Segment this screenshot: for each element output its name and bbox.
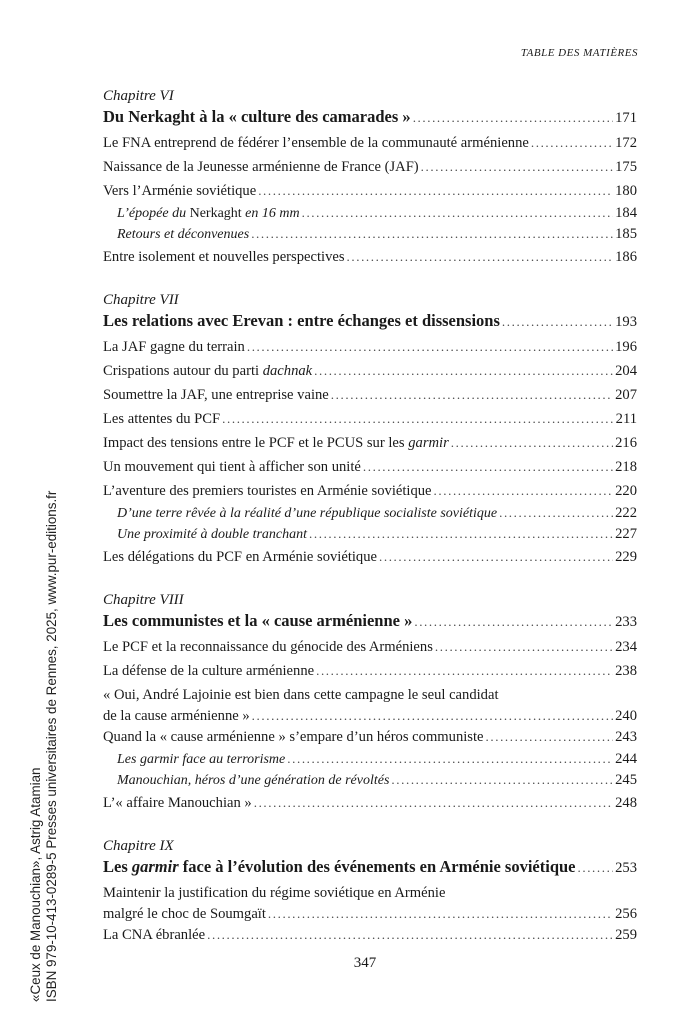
side-note-line-1: «Ceux de Manouchian», Astrig Atamian xyxy=(28,767,43,1002)
entry-text xyxy=(103,179,256,203)
entry-page-number: 216 xyxy=(615,435,637,451)
entry-text xyxy=(103,245,345,269)
toc-entry xyxy=(103,905,637,923)
toc-subentry xyxy=(103,503,637,524)
entry-text-part: Nerkaght xyxy=(189,206,242,221)
dot-leader xyxy=(434,479,614,503)
toc-subentry xyxy=(103,203,637,224)
entry-page-number: 259 xyxy=(615,927,637,943)
dot-leader xyxy=(531,131,613,155)
dot-leader xyxy=(222,407,613,431)
entry-text xyxy=(103,383,329,407)
entry-text-part: malgré le choc de Soumgaït xyxy=(103,906,266,922)
entry-text-part: Soumettre la JAF, une entreprise vaine xyxy=(103,387,329,403)
entry-page-number: 256 xyxy=(615,906,637,922)
entry-text xyxy=(103,905,266,923)
dot-leader xyxy=(258,179,613,203)
dot-leader xyxy=(379,545,613,569)
dot-leader xyxy=(314,359,613,383)
dot-leader xyxy=(363,455,613,479)
entry-page-number: 233 xyxy=(615,614,637,630)
entry-text xyxy=(103,479,432,503)
entry-text xyxy=(103,335,245,359)
dot-leader xyxy=(247,335,613,359)
dot-leader xyxy=(252,707,613,725)
dot-leader xyxy=(499,503,613,523)
dot-leader xyxy=(391,770,613,790)
running-head: TABLE DES MATIÈRES xyxy=(520,47,638,59)
entry-text-part: Maintenir la justification du régime soviétique en Arménie xyxy=(103,885,446,901)
entry-page-number: 240 xyxy=(615,708,637,724)
entry-text xyxy=(103,431,449,455)
entry-page-number: 175 xyxy=(615,159,637,175)
entry-page-number: 229 xyxy=(615,549,637,565)
entry-text xyxy=(103,407,220,431)
entry-page-number: 185 xyxy=(615,226,637,242)
dot-leader xyxy=(578,857,614,879)
toc-entry xyxy=(103,455,637,479)
toc-entry xyxy=(103,245,637,269)
entry-text-part: Les garmir face au terrorisme xyxy=(117,752,286,767)
entry-text xyxy=(117,771,389,791)
dot-leader xyxy=(413,107,613,129)
toc-entry xyxy=(103,923,637,947)
entry-page-number: 184 xyxy=(615,205,637,221)
toc-subentry xyxy=(103,770,637,791)
entry-text xyxy=(103,106,411,128)
entry-text xyxy=(103,923,205,947)
entry-text-part: Entre isolement et nouvelles perspectives xyxy=(103,249,345,265)
toc-entry xyxy=(103,479,637,503)
entry-text xyxy=(103,610,412,632)
entry-text xyxy=(117,204,300,224)
entry-text-part: Les xyxy=(103,857,132,876)
entry-text-part: L’épopée du xyxy=(117,206,190,221)
entry-page-number: 245 xyxy=(615,772,637,788)
entry-page-number: 180 xyxy=(615,183,637,199)
page-number: 347 xyxy=(353,955,377,971)
entry-page-number: 234 xyxy=(615,639,637,655)
entry-text xyxy=(103,683,499,707)
entry-page-number: 238 xyxy=(615,663,637,679)
entry-text xyxy=(103,545,377,569)
toc-entry xyxy=(103,155,637,179)
entry-page-number: 207 xyxy=(615,387,637,403)
entry-page-number: 227 xyxy=(615,526,637,542)
chapter-title-entry xyxy=(103,610,637,633)
dot-leader xyxy=(287,749,613,769)
entry-page-number: 248 xyxy=(615,795,637,811)
entry-text-part: Les attentes du PCF xyxy=(103,411,221,427)
entry-text xyxy=(103,131,529,155)
entry-text-part: La CNA ébranlée xyxy=(103,927,206,943)
chapter-label: Chapitre VIII xyxy=(103,592,184,608)
entry-text-part: Crispations autour du parti xyxy=(103,363,263,379)
dot-leader xyxy=(435,635,613,659)
entry-text-part: La JAF gagne du terrain xyxy=(103,339,245,355)
entry-text-part: Les relations avec Erevan : entre échanges et dissensions xyxy=(103,311,500,330)
dot-leader xyxy=(207,923,613,947)
dot-leader xyxy=(302,203,614,223)
entry-page-number: 220 xyxy=(615,483,637,499)
entry-text-part: Le PCF et la reconnaissance du génocide des Arméniens xyxy=(103,639,433,655)
entry-page-number: 196 xyxy=(615,339,637,355)
entry-text-part: Quand la « cause arménienne » s’empare d’un héros communiste xyxy=(103,729,484,745)
toc-entry xyxy=(103,131,637,155)
toc-entry xyxy=(103,659,637,683)
entry-text xyxy=(117,504,497,524)
toc-entry xyxy=(103,383,637,407)
entry-page-number: 172 xyxy=(615,135,637,151)
dot-leader xyxy=(414,611,613,633)
entry-text xyxy=(103,659,314,683)
entry-text xyxy=(103,725,484,749)
toc-subentry xyxy=(103,524,637,545)
toc-entry xyxy=(103,881,637,905)
chapter-section xyxy=(103,290,637,569)
toc-entry xyxy=(103,431,637,455)
entry-page-number: 211 xyxy=(615,411,637,427)
dot-leader xyxy=(309,524,613,544)
entry-page-number: 193 xyxy=(615,314,637,330)
entry-text-part: garmir xyxy=(408,435,449,451)
entry-text-part: en 16 mm xyxy=(241,206,300,221)
entry-text-part: « Oui, André Lajoinie est bien dans cette campagne le seul candidat xyxy=(103,687,499,703)
entry-text-part: Impact des tensions entre le PCF et le PCUS sur les xyxy=(103,435,409,451)
entry-text-part: Manouchian, héros d’une génération de révoltés xyxy=(117,773,390,788)
side-note-line-2: ISBN 979-10-413-0289-5 Presses universitaires de Rennes, 2025, www.pur-editions.fr xyxy=(44,490,59,1002)
entry-text xyxy=(103,155,419,179)
entry-page-number: 244 xyxy=(615,751,637,767)
table-of-contents xyxy=(103,86,637,968)
chapter-label: Chapitre VII xyxy=(103,292,179,308)
entry-text-part: Le FNA entreprend de fédérer l’ensemble de la communauté arménienne xyxy=(103,135,529,151)
entry-page-number: 243 xyxy=(615,729,637,745)
dot-leader xyxy=(502,311,613,333)
toc-subentry xyxy=(103,749,637,770)
toc-entry xyxy=(103,683,637,707)
toc-subentry xyxy=(103,224,637,245)
entry-text-part: Du Nerkaght à la « culture des camarades » xyxy=(103,107,411,126)
entry-text-part: Les communistes et la « cause arménienne » xyxy=(103,611,413,630)
entry-text-part: dachnak xyxy=(262,363,313,379)
dot-leader xyxy=(421,155,613,179)
entry-text-part: de la cause arménienne » xyxy=(103,708,250,724)
entry-page-number: 204 xyxy=(615,363,637,379)
chapter-section xyxy=(103,86,637,269)
entry-page-number: 171 xyxy=(615,110,637,126)
dot-leader xyxy=(486,725,614,749)
chapter-section xyxy=(103,836,637,947)
entry-text-part: garmir xyxy=(131,857,179,876)
chapter-title-entry xyxy=(103,106,637,129)
toc-entry xyxy=(103,791,637,815)
entry-text xyxy=(117,525,307,545)
toc-entry xyxy=(103,335,637,359)
toc-entry xyxy=(103,707,637,725)
entry-text-part: La défense de la culture arménienne xyxy=(103,663,315,679)
entry-text-part: face à l’évolution des événements en Arménie soviétique xyxy=(178,857,576,876)
toc-entry xyxy=(103,359,637,383)
toc-entry xyxy=(103,635,637,659)
toc-entry xyxy=(103,407,637,431)
entry-text-part: Un mouvement qui tient à afficher son unité xyxy=(103,459,361,475)
entry-text-part: L’aventure des premiers touristes en Arménie soviétique xyxy=(103,483,432,499)
entry-text xyxy=(117,225,249,245)
entry-text-part: Les délégations du PCF en Arménie soviétique xyxy=(103,549,377,565)
entry-text-part: Naissance de la Jeunesse arménienne de France (JAF) xyxy=(103,159,419,175)
side-copyright-note xyxy=(28,491,60,1002)
entry-text-part: Une proximité à double tranchant xyxy=(117,527,308,542)
entry-page-number: 218 xyxy=(615,459,637,475)
chapter-label: Chapitre VI xyxy=(103,88,174,104)
dot-leader xyxy=(347,245,614,269)
entry-text xyxy=(103,635,433,659)
chapter-title-entry xyxy=(103,310,637,333)
entry-page-number: 186 xyxy=(615,249,637,265)
toc-entry xyxy=(103,725,637,749)
chapter-title-entry xyxy=(103,856,637,879)
dot-leader xyxy=(451,431,613,455)
dot-leader xyxy=(251,224,613,244)
chapter-section xyxy=(103,590,637,815)
entry-text xyxy=(103,881,445,905)
entry-text-part: Vers l’Arménie soviétique xyxy=(103,183,257,199)
dot-leader xyxy=(268,905,613,923)
entry-text xyxy=(103,856,576,878)
entry-text-part: L’« affaire Manouchian » xyxy=(103,795,252,811)
entry-text xyxy=(103,791,252,815)
entry-text xyxy=(103,455,361,479)
entry-text xyxy=(103,310,500,332)
entry-text-part: Retours et déconvenues xyxy=(117,227,250,242)
entry-text xyxy=(103,707,250,725)
toc-entry xyxy=(103,545,637,569)
dot-leader xyxy=(316,659,613,683)
toc-entry xyxy=(103,179,637,203)
entry-text-part: D’une terre rêvée à la réalité d’une république socialiste soviétique xyxy=(117,506,498,521)
entry-text xyxy=(103,359,312,383)
dot-leader xyxy=(331,383,613,407)
dot-leader xyxy=(254,791,613,815)
entry-page-number: 222 xyxy=(615,505,637,521)
entry-text xyxy=(117,750,285,770)
entry-page-number: 253 xyxy=(615,860,637,876)
chapter-label: Chapitre IX xyxy=(103,838,174,854)
